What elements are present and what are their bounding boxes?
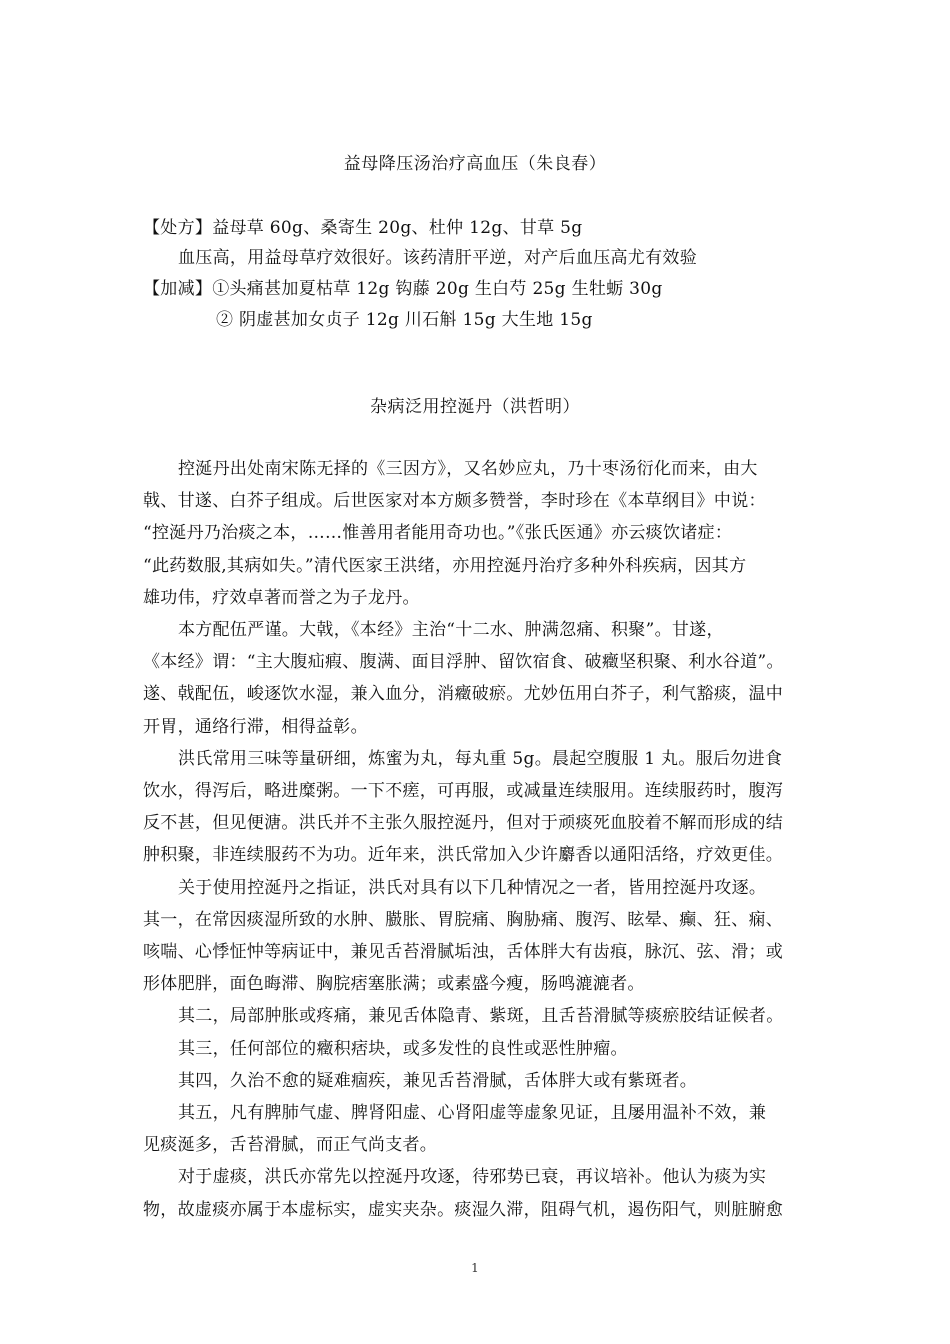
body-line: 物，故虚痰亦属于本虚标实，虚实夹杂。痰湿久滞，阻碍气机，遏伤阳气，则脏腑愈 [143, 1200, 784, 1220]
body-line: 其五，凡有脾肺气虚、脾肾阳虚、心肾阳虚等虚象见证，且屡用温补不效，兼 [178, 1103, 767, 1123]
modification-line-1: 【加减】①头痛甚加夏枯草 12g 钩藤 20g 生白芍 25g 生牡蛎 30g [143, 279, 663, 299]
body-line: 其四，久治不愈的疑难痼疾，兼见舌苔滑腻，舌体胖大或有紫斑者。 [178, 1071, 697, 1091]
body-line: 控涎丹出处南宋陈无择的《三因方》，又名妙应丸，乃十枣汤衍化而来，由大 [178, 459, 758, 479]
body-line: 关于使用控涎丹之指证，洪氏对具有以下几种情况之一者，皆用控涎丹攻逐。 [178, 878, 767, 898]
body-line: 其三，任何部位的癥积痞块，或多发性的良性或恶性肿瘤。 [178, 1039, 628, 1059]
body-line: 遂、戟配伍，峻逐饮水湿，兼入血分，消癥破瘀。尤妙伍用白芥子，利气豁痰，温中 [143, 684, 784, 704]
body-line: 肿积聚，非连续服药不为功。近年来，洪氏常加入少许麝香以通阳活络，疗效更佳。 [143, 845, 784, 865]
page-number: 1 [471, 1261, 479, 1275]
body-line: 戟、甘遂、白芥子组成。后世医家对本方颇多赞誉，李时珍在《本草纲目》中说： [143, 491, 766, 511]
section1-title: 益母降压汤治疗高血压（朱良春） [343, 154, 607, 174]
body-line: 反不甚，但见便溏。洪氏并不主张久服控涎丹，但对于顽痰死血胶着不解而形成的结 [143, 813, 784, 833]
body-line: 其一，在常因痰湿所致的水肿、臌胀、胃脘痛、胸胁痛、腹泻、眩晕、癫、狂、痫、 [143, 910, 784, 930]
body-line: 咳喘、心悸怔忡等病证中，兼见舌苔滑腻垢浊，舌体胖大有齿痕，脉沉、弦、滑；或 [143, 942, 784, 962]
body-line: 其二，局部肿胀或疼痛，兼见舌体隐青、紫斑，且舌苔滑腻等痰瘀胶结证候者。 [178, 1006, 784, 1026]
body-line: “控涎丹乃治痰之本，……惟善用者能用奇功也。”《张氏医通》亦云痰饮诸症： [143, 523, 733, 543]
body-line: 饮水，得泻后，略进糜粥。一下不瘥，可再服，或减量连续服用。连续服药时，腹泻 [143, 781, 784, 801]
body-line: 对于虚痰，洪氏亦常先以控涎丹攻逐，待邪势已衰，再议培补。他认为痰为实 [178, 1167, 767, 1187]
body-line: 形体肥胖，面色晦滞、胸脘痞塞胀满；或素盛今瘦，肠鸣漉漉者。 [143, 974, 645, 994]
body-line: “此药数服,其病如失。”清代医家王洪绪，亦用控涎丹治疗多种外科疾病，因其方 [143, 556, 747, 576]
body-line: 《本经》谓：“主大腹疝瘕、腹满、面目浮肿、留饮宿食、破癥坚积聚、利水谷道”。 [143, 652, 784, 672]
modification-line-2: ② 阴虚甚加女贞子 12g 川石斛 15g 大生地 15g [216, 310, 593, 330]
body-line: 洪氏常用三味等量研细，炼蜜为丸，每丸重 5g。晨起空腹服 1 丸。服后勿进食 [178, 749, 783, 769]
body-line: 开胃，通络行滞，相得益彰。 [143, 717, 368, 737]
section2-title: 杂病泛用控涎丹（洪哲明） [370, 397, 580, 417]
body-line: 雄功伟，疗效卓著而誉之为子龙丹。 [143, 588, 420, 608]
body-line: 本方配伍严谨。大戟，《本经》主治“十二水、肿满忽痛、积聚”。甘遂， [178, 620, 724, 640]
body-line: 见痰涎多，舌苔滑腻，而正气尚支者。 [143, 1135, 438, 1155]
prescription-line: 【处方】益母草 60g、桑寄生 20g、杜仲 12g、甘草 5g [143, 218, 583, 238]
note-line: 血压高，用益母草疗效很好。该药清肝平逆，对产后血压高尤有效验 [178, 248, 697, 268]
